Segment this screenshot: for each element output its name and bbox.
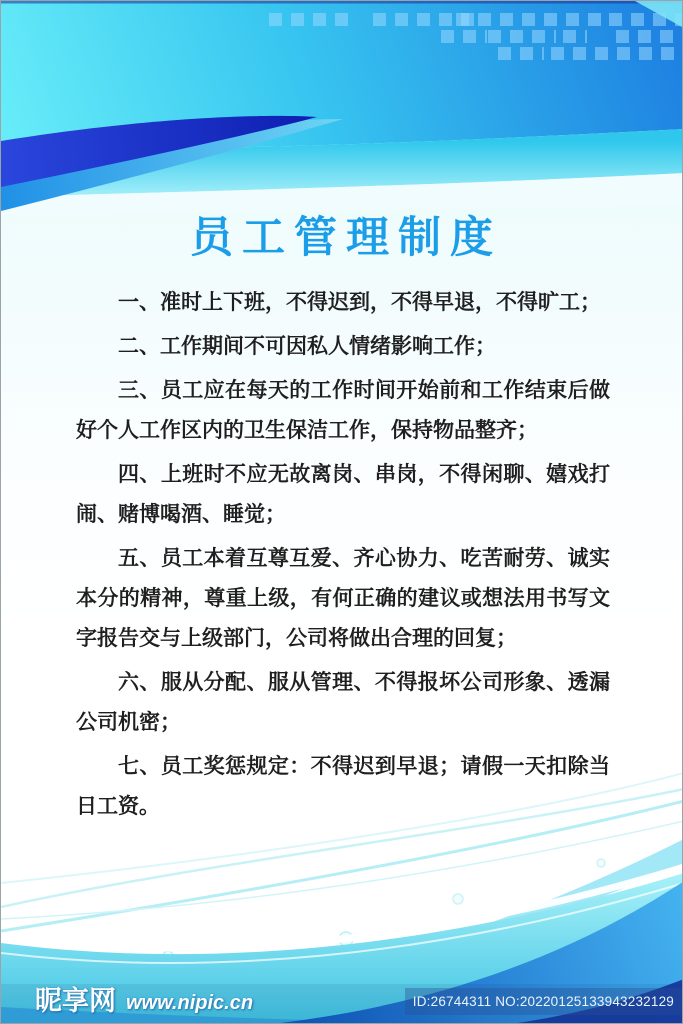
squares-pattern [551, 47, 683, 60]
squares-pattern [441, 30, 487, 43]
id-badge: ID:26744311 NO:20220125133943232129 [405, 988, 682, 1015]
site-logo-text: 昵享网 [35, 986, 116, 1016]
squares-pattern [498, 47, 544, 60]
rule-item: 三、员工应在每天的工作时间开始前和工作结束后做好个人工作区内的卫生保洁工作，保持物品整齐； [76, 379, 610, 442]
squares-pattern [456, 13, 601, 26]
rule-item: 六、服从分配、服从管理、不得报坏公司形象、透漏公司机密； [76, 671, 610, 734]
rules-list [76, 283, 610, 831]
squares-pattern [269, 13, 357, 26]
rule-item: 四、上班时不应无故离岗、串岗，不得闲聊、嬉戏打闹、赌博喝酒、睡觉； [76, 463, 610, 526]
squares-pattern [616, 30, 683, 43]
site-logo [35, 988, 253, 1017]
page-title: 员工管理制度 [190, 214, 502, 262]
rule-item: 七、员工奖惩规定：不得迟到早退；请假一天扣除当日工资。 [76, 755, 610, 818]
rule-item: 五、员工本着互尊互爱、齐心协力、吃苦耐劳、诚实本分的精神，尊重上级，有何正确的建议或想法用书写文字报告交与上级部门，公司将做出合理的回复； [76, 547, 610, 650]
rule-item: 一、准时上下班，不得迟到，不得早退，不得旷工； [118, 291, 601, 314]
site-url-text: www.nipic.cn [126, 992, 254, 1014]
squares-pattern [488, 30, 556, 43]
rule-item: 二、工作期间不可因私人情绪影响工作； [118, 335, 496, 358]
squares-pattern [563, 30, 587, 43]
